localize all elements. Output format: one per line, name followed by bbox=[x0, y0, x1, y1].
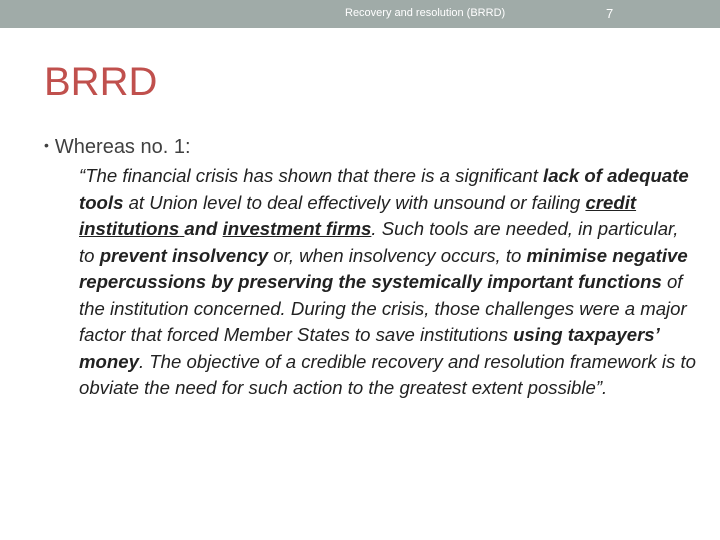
quote-segment: . Such tools are needed, in particular, to bbox=[79, 218, 679, 266]
quote-segment: and bbox=[184, 218, 218, 239]
bullet-item bbox=[44, 133, 191, 159]
quote-segment: “The financial crisis has shown that there is a significant bbox=[79, 165, 544, 186]
quote-segment: lack of adequate tools bbox=[79, 165, 689, 213]
quote-segment: using taxpayers’ money bbox=[79, 324, 660, 372]
quote-segment: . The objective of a credible recovery and resolution framework is to obviate the need for such action to the greatest extent possible”. bbox=[79, 350, 696, 398]
quote-segment: investment firms bbox=[222, 218, 372, 239]
quote-segment: or, when insolvency occurs, to bbox=[268, 244, 527, 266]
header-bar bbox=[0, 0, 720, 28]
quote-segment: at Union level to deal effectively with unsound or failing bbox=[123, 191, 586, 213]
bullet-icon: • bbox=[44, 137, 49, 153]
bullet-label: Whereas no. 1: bbox=[54, 136, 191, 158]
quote-segment: of the institution concerned. During the crisis, those challenges were a major factor that forced Member States to save institutions bbox=[79, 271, 687, 345]
quote-segment: prevent insolvency bbox=[99, 244, 269, 266]
quote-segment: credit institutions bbox=[79, 191, 637, 239]
quote-segment: minimise negative repercussions by preserving the systemically important functions bbox=[79, 244, 688, 292]
header-title: Recovery and resolution (BRRD) bbox=[345, 7, 506, 19]
slide-title: BRRD bbox=[44, 60, 158, 104]
page-number: 7 bbox=[606, 6, 614, 21]
recital-quote bbox=[79, 163, 699, 402]
